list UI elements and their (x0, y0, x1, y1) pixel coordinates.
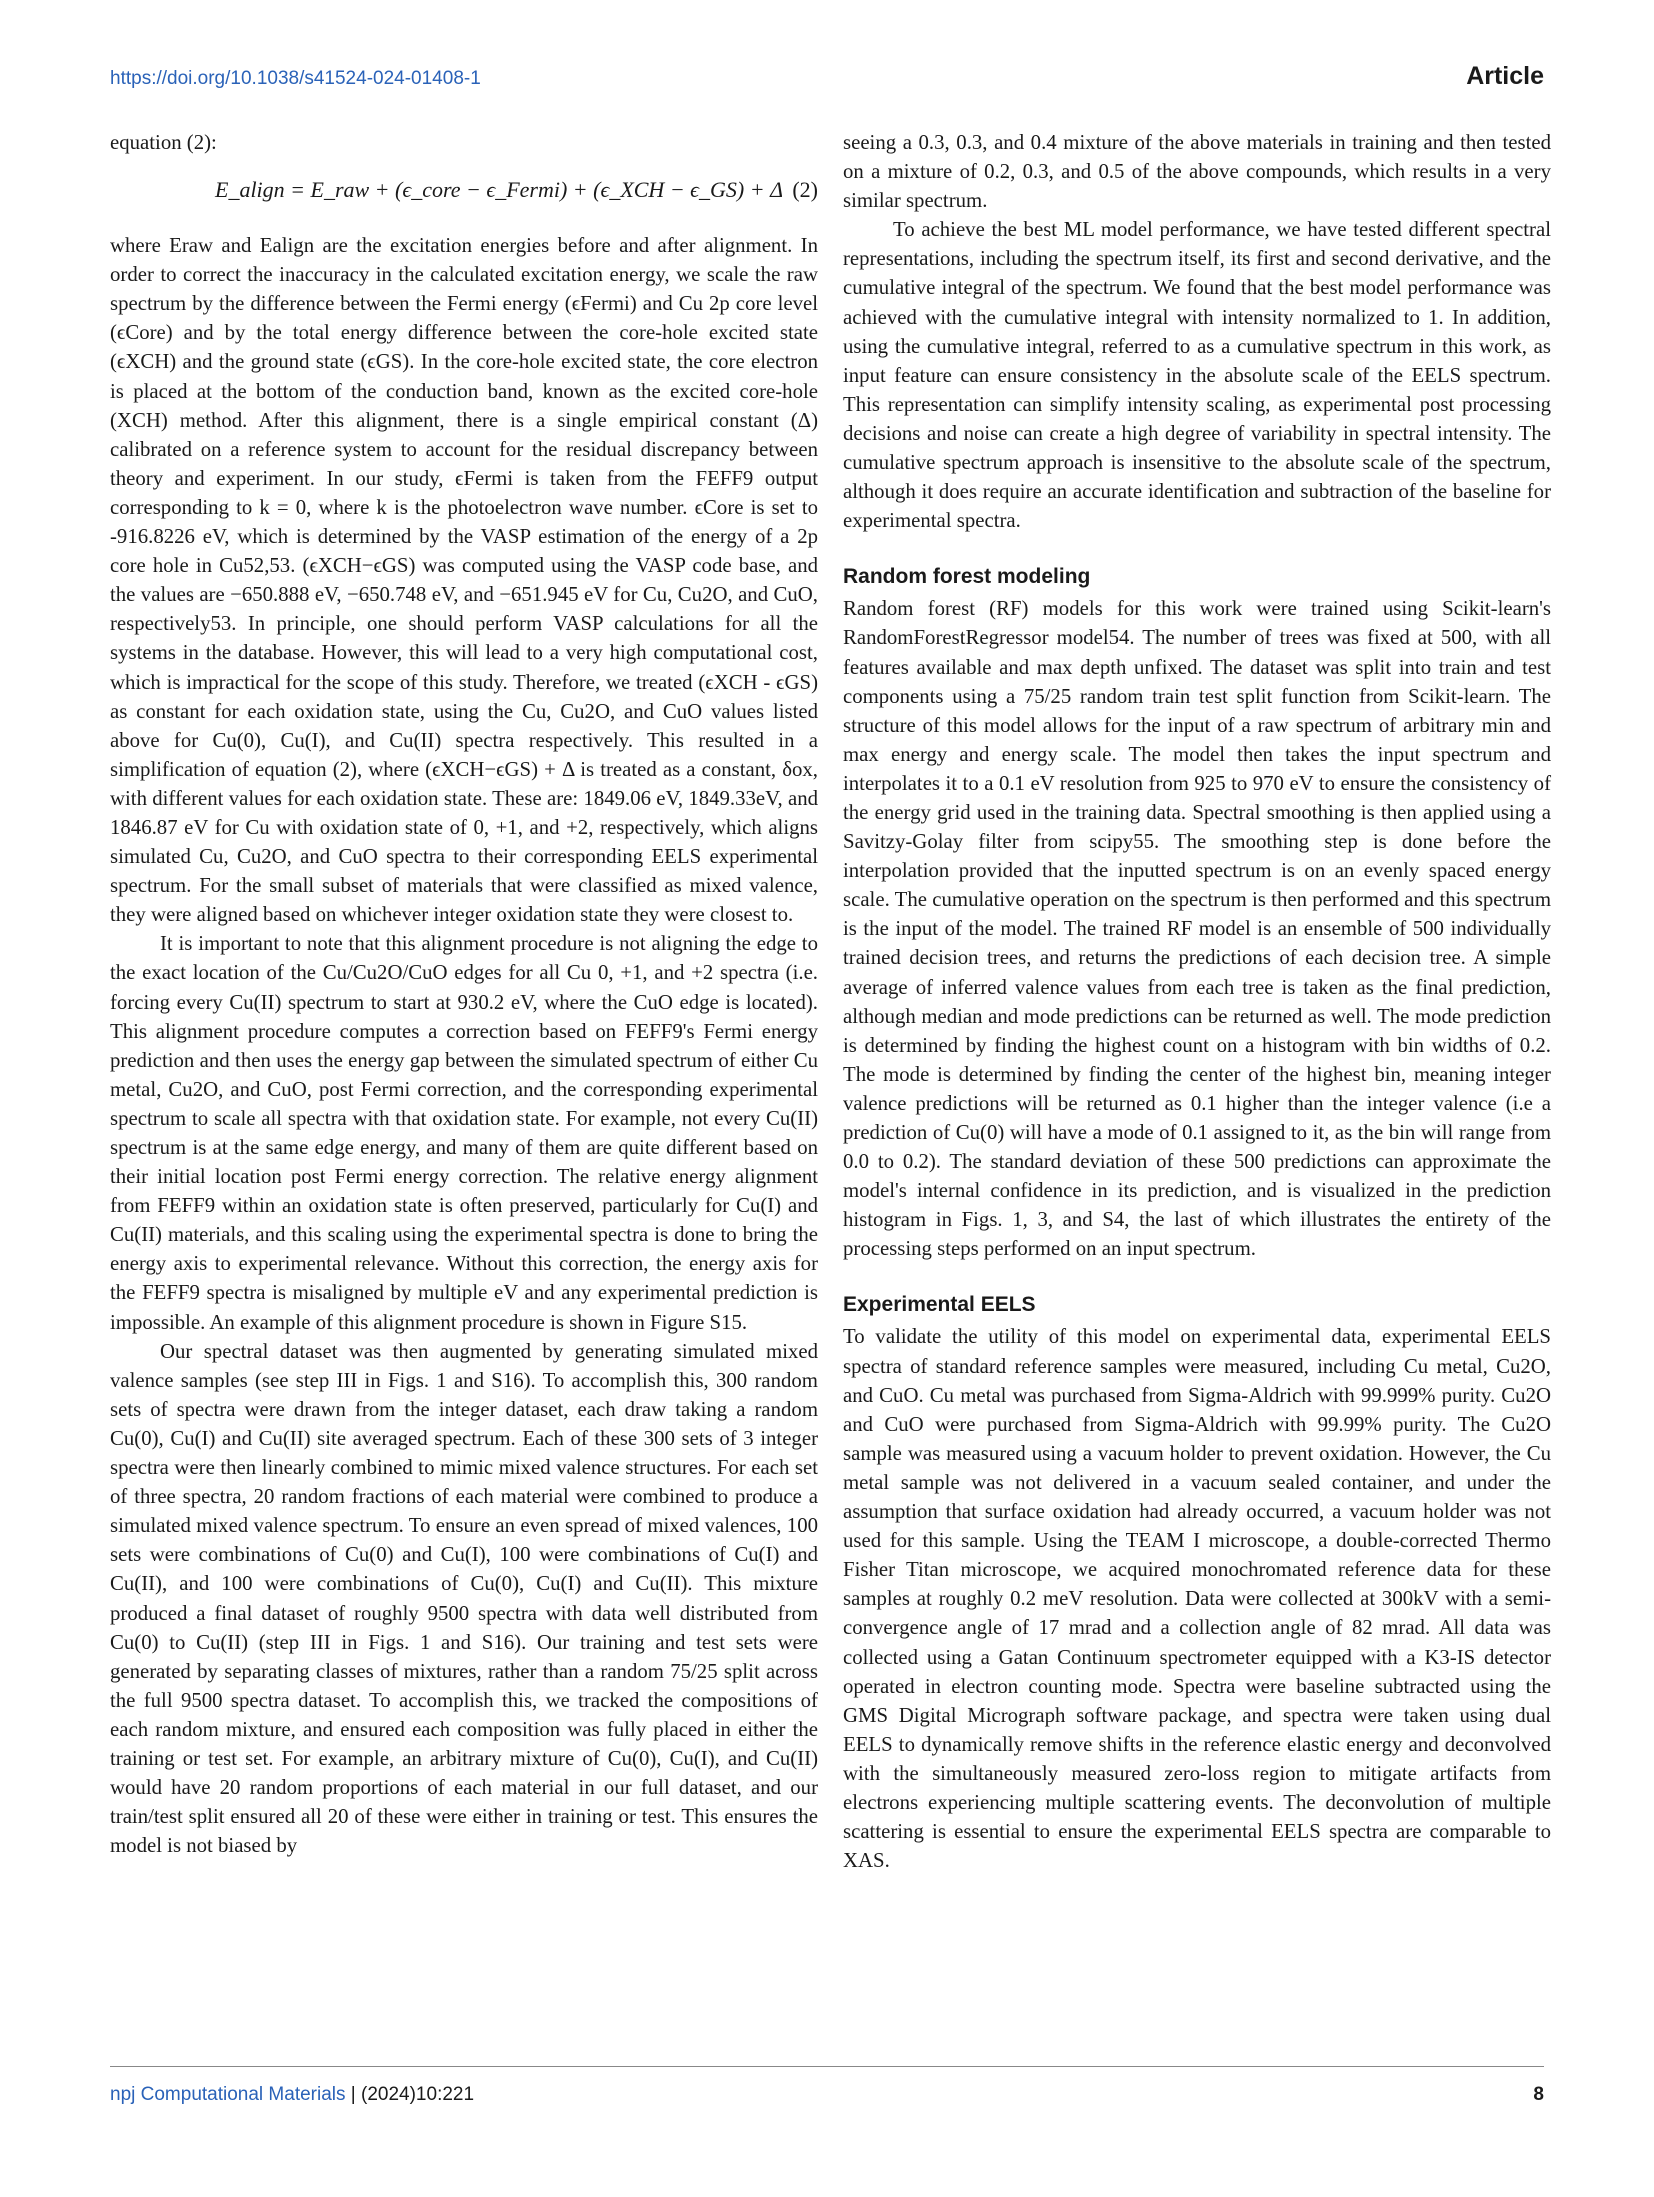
section-heading-random-forest: Random forest modeling (843, 565, 1091, 589)
equation-2 (110, 161, 818, 223)
equation-intro: equation (2): (110, 131, 217, 154)
equation-number: (2) (792, 177, 818, 203)
page-header (110, 62, 1544, 102)
section-heading-experimental-eels: Experimental EELS (843, 1293, 1036, 1317)
article-type-label: Article (1466, 62, 1544, 90)
paragraph-mixed-valence: Our spectral dataset was then augmented by generating simulated mixed valence samples (see step III in Figs. 1 and S16). To accomplish this, 300 random sets of spectra were drawn from the integer dataset, each draw taking a random Cu(0), Cu(I) and Cu(II) site averaged spectrum. Each of these 300 sets of 3 integer spectra were then linearly combined to mimic mixed valence structures. For each set of three spectra, 20 random fractions of each material were combined to produce a simulated mixed valence spectrum. To ensure an even spread of mixed valences, 100 sets were combinations of Cu(0) and Cu(I), 100 were combinations of Cu(I) and Cu(II), and 100 were combinations of Cu(0), Cu(I) and Cu(II). This mixture produced a final dataset of roughly 9500 spectra with data well distributed from Cu(0) to Cu(II) (step III in Figs. 1 and S16). Our training and test sets were generated by separating classes of mixtures, rather than a random 75/25 split across the full 9500 spectra dataset. To accomplish this, we tracked the compositions of each random mixture, and ensured each composition was fully placed in either the training or test set. For example, an arbitrary mixture of Cu(0), Cu(I), and Cu(II) would have 20 random proportions of each material in our full dataset, and our train/test split ensured all 20 of these were either in training or test. This ensures the model is not biased by (110, 1339, 818, 1858)
paragraph-experimental-eels: To validate the utility of this model on experimental data, experimental EELS spectra of standard reference samples were measured, including Cu metal, Cu2O, and CuO. Cu metal was purchased from Sigma-Aldrich with 99.999% purity. Cu2O and CuO were purchased from Sigma-Aldrich with 99.99% purity. The Cu2O sample was measured using a vacuum holder to prevent oxidation. However, the Cu metal sample was not delivered in a vacuum sealed container, and under the assumption that surface oxidation had already occurred, a vacuum holder was not used for this sample. Using the TEAM I microscope, a double-corrected Thermo Fisher Titan microscope, we acquired monochromated reference data for these samples at roughly 0.2 meV resolution. Data were collected at 300kV with a semi-convergence angle of 17 mrad and a collection angle of 82 mrad. All data was collected using a Gatan Continuum spectrometer equipped with a K3-IS detector operated in electron counting mode. Spectra were baseline subtracted using the GMS Digital Micrograph software package, and spectra were taken using dual EELS to dynamically remove shifts in the reference elastic energy and deconvolved with the simultaneously measured zero-loss region to mitigate artifacts from electrons experiencing multiple scattering events. The deconvolution of multiple scattering is essential to ensure the experimental EELS spectra are comparable to XAS. (843, 1325, 1551, 1873)
paragraph-alignment: where Eraw and Ealign are the excitation energies before and after alignment. In order to correct the inaccuracy in the calculated excitation energy, we scale the raw spectrum by the difference between the Fermi energy (ϵFermi) and Cu 2p core level (ϵCore) and by the total energy difference between the core-hole excited state (ϵXCH) and the ground state (ϵGS). In the core-hole excited state, the core electron is placed at the bottom of the conduction band, known as the excited core-hole (XCH) method. After this alignment, there is a single empirical constant (Δ) calibrated on a reference system to account for the residual discrepancy between theory and experiment. In our study, ϵFermi is taken from the FEFF9 output corresponding to k = 0, where k is the photoelectron wave number. ϵCore is set to -916.8226 eV, which is determined by the VASP estimation of the energy of a 2p core hole in Cu52,53. (ϵXCH−ϵGS) was computed using the VASP code base, and the values are −650.888 eV, −650.748 eV, and −651.945 eV for Cu, Cu2O, and CuO, respectively53. In principle, one should perform VASP calculations for all the systems in the database. However, this will lead to a very high computational cost, which is impractical for the scope of this study. Therefore, we treated (ϵXCH - ϵGS) as constant for each oxidation state, using the Cu, Cu2O, and CuO values listed above for Cu(0), Cu(I), and Cu(II) spectra respectively. This resulted in a simplification of equation (2), where (ϵXCH−ϵGS) + Δ is treated as a constant, δox, with different values for each oxidation state. These are: 1849.06 eV, 1849.33eV, and 1846.87 eV for Cu with oxidation state of 0, +1, and +2, respectively, which aligns simulated Cu, Cu2O, and CuO spectra to their corresponding EELS experimental spectrum. For the small subset of materials that were classified as mixed valence, they were aligned based on whichever integer oxidation state they were closest to. (110, 234, 818, 927)
left-column (110, 128, 818, 1860)
paragraph-spectral-representation: To achieve the best ML model performance, we have tested different spectral representations, including the spectrum itself, its first and second derivative, and the cumulative integral of the spectrum. We found that the best model performance was achieved with the cumulative integral with intensity normalized to 1. In addition, using the cumulative integral, referred to as a cumulative spectrum in this work, as input feature can ensure consistency in the absolute scale of the EELS spectrum. This representation can simplify intensity scaling, as experimental post processing decisions and noise can create a high degree of variability in spectral intensity. The cumulative spectrum approach is insensitive to the absolute scale of the spectrum, although it does require an accurate identification and subtraction of the baseline for experimental spectra. (843, 218, 1551, 533)
paragraph-random-forest: Random forest (RF) models for this work were trained using Scikit-learn's RandomForestRegressor model54. The number of trees was fixed at 500, with all features available and max depth unfixed. The dataset was split into train and test components using a 75/25 random train test split function from Scikit-learn. The structure of this model allows for the input of a raw spectrum of arbitrary min and max energy and energy scale. The model then takes the input spectrum and interpolates it to a 0.1 eV resolution from 925 to 970 eV to ensure the consistency of the energy grid used in the training data. Spectral smoothing is then applied using a Savitzy-Golay filter from scipy55. The smoothing step is done before the interpolation provided that the inputted spectrum is on an evenly spaced energy scale. The cumulative operation on the spectrum is then performed and this spectrum is the input of the model. The trained RF model is an ensemble of 500 individually trained decision trees, and returns the predictions of each decision tree. A simple average of inferred valence values from each tree is taken as the final prediction, although median and mode predictions can be returned as well. The mode prediction is determined by finding the highest count on a histogram with bin widths of 0.2. The mode is determined by finding the center of the highest bin, meaning integer valence predictions will be returned as 0.1 higher than the integer valence (i.e a prediction of Cu(0) will have a mode of 0.1 assigned to it, as the bin will range from 0.0 to 0.2). The standard deviation of these 500 predictions can approximate the model's internal confidence in its prediction, and is visualized in the prediction histogram in Figs. 1, 3, and S4, the last of which illustrates the entirety of the processing steps performed on an input spectrum. (843, 597, 1551, 1261)
journal-name[interactable]: npj Computational Materials (110, 2084, 346, 2105)
doi-link[interactable]: https://doi.org/10.1038/s41524-024-01408-1 (110, 68, 481, 89)
page-footer (110, 2084, 1544, 2106)
right-column (843, 128, 1551, 1875)
footer-divider (110, 2066, 1544, 2067)
equation-expression: E_align = E_raw + (ϵ_core − ϵ_Fermi) + (ϵ_XCH − ϵ_GS) + Δ (215, 177, 784, 203)
paragraph-alignment-note: It is important to note that this alignment procedure is not aligning the edge to the exact location of the Cu/Cu2O/CuO edges for all Cu 0, +1, and +2 spectra (i.e. forcing every Cu(II) spectrum to start at 930.2 eV, where the CuO edge is located). This alignment procedure computes a correction based on FEFF9's Fermi energy prediction and then uses the energy gap between the simulated spectrum of either Cu metal, Cu2O, and CuO, post Fermi correction, and the corresponding experimental spectrum to scale all spectra with that oxidation state. For example, not every Cu(II) spectrum is at the same edge energy, and many of them are quite different based on their initial location post Fermi energy correction. The relative energy alignment from FEFF9 within an oxidation state is often preserved, particularly for Cu(I) and Cu(II) materials, and this scaling using the experimental spectra is done to bring the energy axis to experimental relevance. Without this correction, the energy axis for the FEFF9 spectra is misaligned by multiple eV and any experimental prediction is impossible. An example of this alignment procedure is shown in Figure S15. (110, 932, 818, 1334)
paragraph-mixture-example: seeing a 0.3, 0.3, and 0.4 mixture of the above materials in training and then tested on a mixture of 0.2, 0.3, and 0.5 of the above compounds, which results in a very similar spectrum. (843, 131, 1551, 213)
journal-citation: | (2024)10:221 (350, 2084, 475, 2105)
page-number: 8 (1533, 2084, 1544, 2105)
